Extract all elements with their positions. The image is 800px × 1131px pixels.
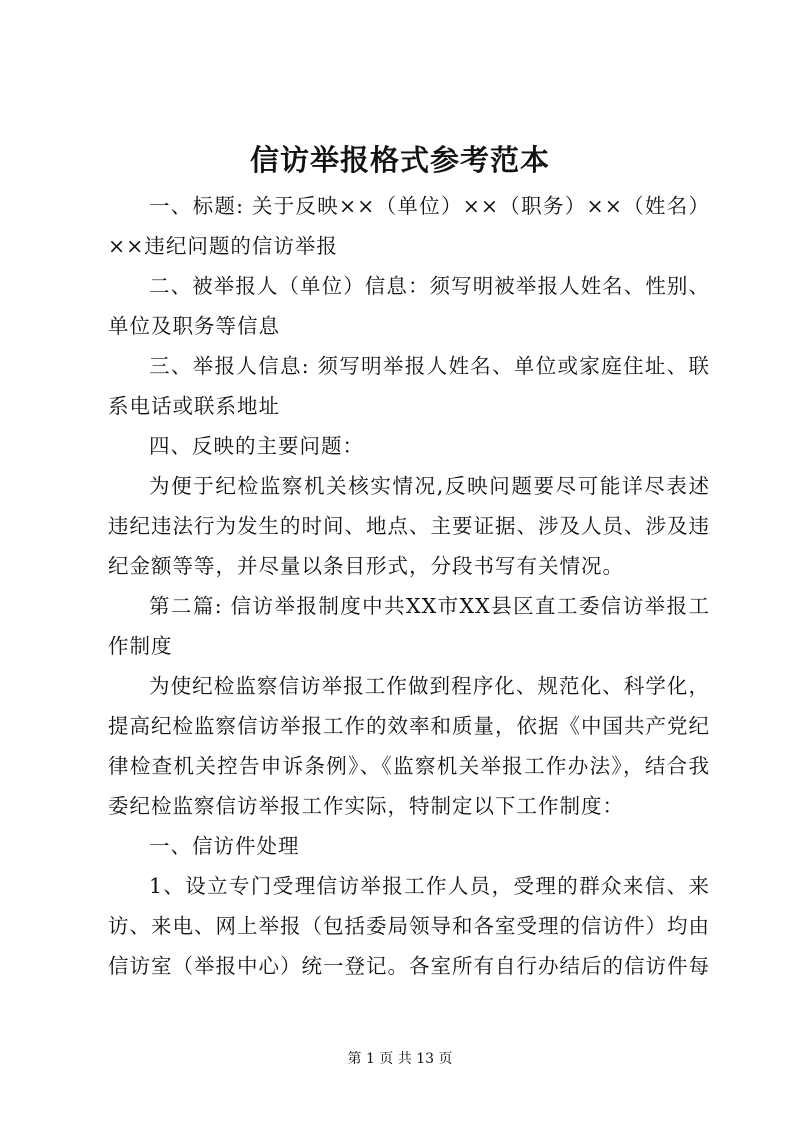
paragraph-main-issues-body: 为便于纪检监察机关核实情况,反映问题要尽可能详尽表述违纪违法行为发生的时间、地点、主要证据、涉及人员、涉及违纪金额等等，并尽量以条目形式，分段书写有关情况。 xyxy=(108,474,710,578)
document-title: 信访举报格式参考范本 xyxy=(249,143,550,177)
page-footer: 第 1 页 共 13 页 xyxy=(347,1051,453,1067)
paragraph-system-intro: 为使纪检监察信访举报工作做到程序化、规范化、科学化，提高纪检监察信访举报工作的效率和质量，依据《中国共产党纪律检查机关控告申诉条例》、《监察机关举报工作办法》，结合我委纪检监察信访举报工作实际，特制定以下工作制度： xyxy=(108,674,710,818)
paragraph-main-issues-heading: 四、反映的主要问题： xyxy=(149,434,364,458)
paragraph-reported-party-info: 二、被举报人（单位）信息：须写明被举报人姓名、性别、单位及职务等信息 xyxy=(108,274,710,338)
paragraph-second-part-heading: 第二篇: 信访举报制度中共XX市XX县区直工委信访举报工作制度 xyxy=(108,594,710,658)
paragraph-reporter-info: 三、举报人信息: 须写明举报人姓名、单位或家庭住址、联系电话或联系地址 xyxy=(108,354,710,418)
document-body xyxy=(108,186,710,986)
paragraph-petition-handling-rule-1: 1、设立专门受理信访举报工作人员，受理的群众来信、来访、来电、网上举报（包括委局领导和各室受理的信访件）均由信访室（举报中心）统一登记。各室所有自行办结后的信访件每 xyxy=(108,874,710,978)
paragraph-petition-handling-heading: 一、信访件处理 xyxy=(149,834,300,858)
paragraph-title-section: 一、标题: 关于反映××（单位）××（职务）××（姓名）××违纪问题的信访举报 xyxy=(108,194,710,258)
